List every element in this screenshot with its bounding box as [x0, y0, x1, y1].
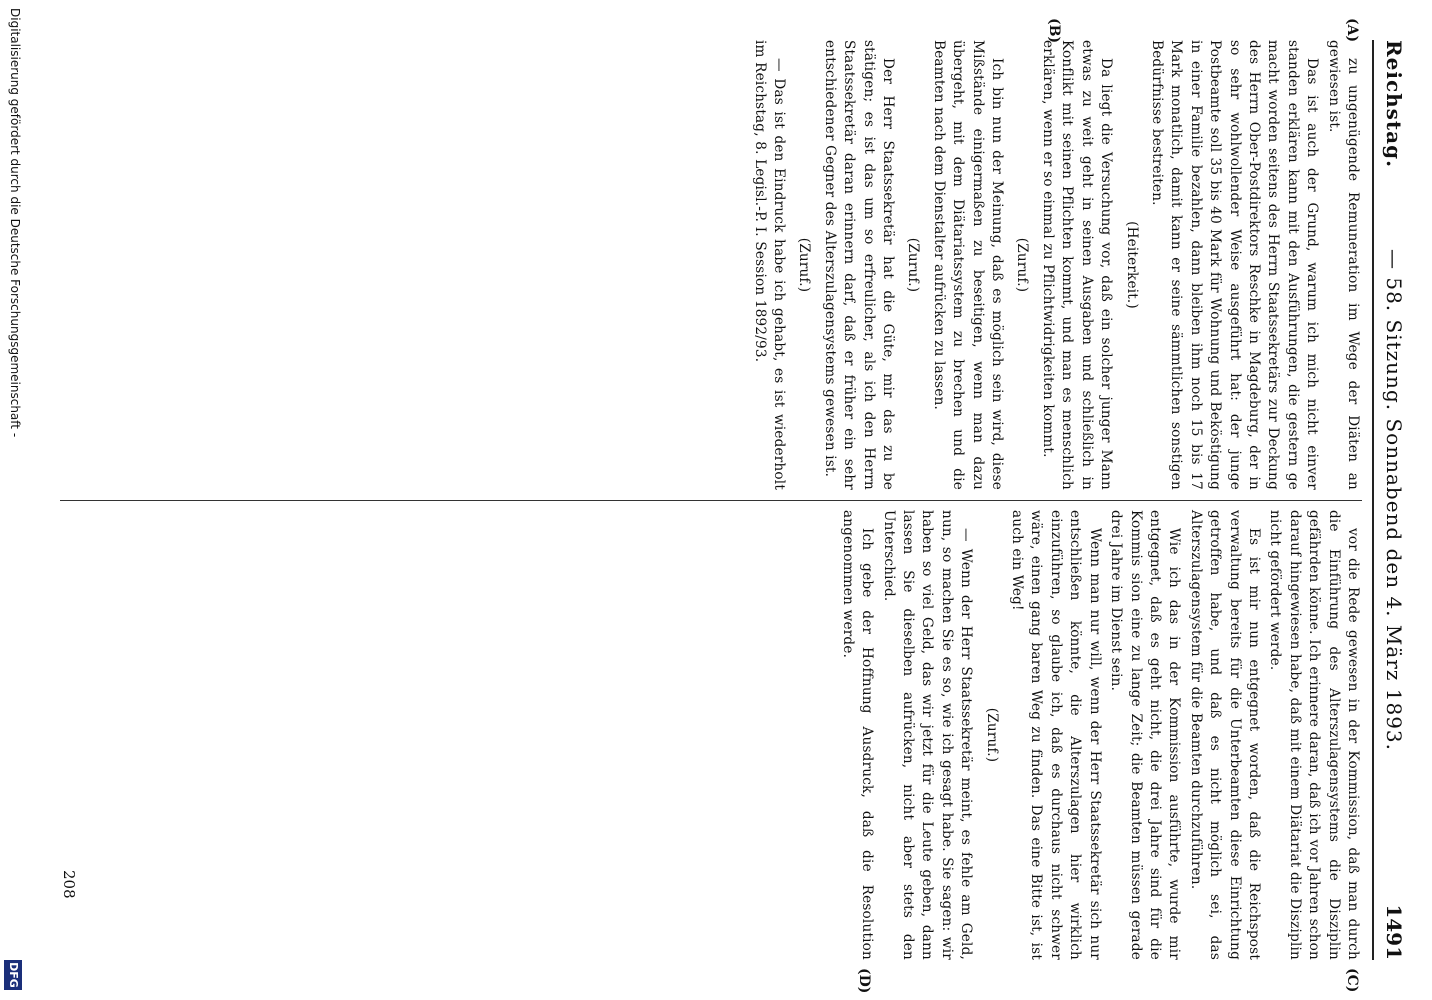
left-column: [40, 40, 1362, 490]
column-divider: [60, 500, 1362, 501]
paragraph: Wie ich das in der Kommission ausführte, wurde mir entgegnet, daß es geht nicht, die drei Jahre sind für die Kommis sion eine zu lange Zeit; die Beamten müssen gerade drei Jahre im Dienst sein.: [1108, 510, 1183, 960]
session-title: — 58. Sitzung. Sonnabend den 4. März 1893.: [1382, 248, 1406, 751]
interjection: (Zuruf.): [796, 237, 813, 293]
paragraph: — Das ist den Eindruck habe ich gehabt, es ist wiederholt im Reichstag, 8. Legisl.-P. I. Session 1892/93.: [751, 40, 788, 490]
publication-title: Reichstag.: [1382, 40, 1406, 169]
margin-mark-c: (C): [1344, 968, 1360, 993]
margin-mark-b: (B): [1046, 18, 1062, 44]
paragraph: — Wenn der Herr Staatssekretär meint, es fehle am Geld, nun, so machen Sie es so, wie ich gesagt habe. Sie sagen: wir haben so viel Geld, das wir jetzt für die Leute geben, dann lassen Sie dieselben aufrücken, nicht aber stets den Unterschied.: [880, 510, 975, 960]
sheet-number: 208: [60, 870, 78, 899]
interjection: (Heiterkeit.): [1123, 221, 1140, 309]
paragraph: Ich gebe der Hoffnung Ausdruck, daß die Resolution angenommen werde.: [839, 510, 876, 960]
page-header: [1372, 40, 1414, 960]
right-column: [40, 510, 1362, 960]
paragraph: Wenn man nur will, wenn der Herr Staatssekretär sich nur entschließen könnte, die Alterszulagen hier wirklich einzuführen, so glaube ich, daß es durchaus nicht schwer wäre, einen gang baren Weg zu finden. Das eine Bitte ist, ist auch ein Weg!: [1009, 510, 1103, 960]
page-number: 1491: [1382, 904, 1406, 960]
interjection: (Zuruf.): [983, 707, 1000, 763]
margin-mark-d: (D): [856, 968, 872, 994]
paragraph: Der Herr Staatssekretär hat die Güte, mir das zu be stätigen; es ist das um so erfreulicher, als ich den Herrn Staatssekretär daran erinnern darf, daß er früher ein sehr entschiedener Gegner des Alterszulagensystems gewesen ist.: [821, 40, 897, 490]
dfg-logo-icon: DFG: [4, 960, 22, 990]
paragraph: Da liegt die Versuchung vor, daß ein solcher junger Mann etwas zu weit geht in seinen Ausgaben und schließlich in Konflikt mit seinen Pflichten kommt, und man es menschlich erklären, wenn er so einmal zu Pflichtwidrigkeiten kommt.: [1039, 40, 1115, 490]
paragraph: Ich bin nun der Meinung, daß es möglich sein wird, diese Mißstände einigermaßen zu beseitigen, wenn man dazu übergeht, mit dem Diätariatssystem zu brechen und die Beamten nach dem Dienstalter aufrücken zu lassen.: [930, 40, 1006, 490]
paragraph: zu ungenügende Remuneration im Wege der Diäten an gewiesen ist.: [1325, 40, 1361, 490]
margin-mark-a: (A): [1344, 18, 1360, 43]
paragraph: Das ist auch der Grund, warum ich mich nicht einver standen erklären kann mit den Ausführungen, die gestern ge macht worden seitens des Herrn Staatssekretärs zur Deckung des Herrn Ober-Postdirektors Reschke in Magdeburg, der in so sehr wohlwollender Weise ausgeführt hat: der junge Postbeamte soll 35 bis 40 Mark für Wohnung und Beköstigung in einer Familie bezahlen, dann bleiben ihm noch 15 bis 17 Mark monatlich, damit kann er seine sämmtlichen sonstigen Bedürfnisse bestreiten.: [1148, 40, 1321, 490]
paragraph: vor die Rede gewesen in der Kommission, daß man durch die Einführung des Alterszulagensystems die Disziplin gefährden könne. Ich erinnere daran, daß ich vor Jahren schon darauf hingewiesen habe, daß mit einem Diätariat die Disziplin nicht gefördert werde.: [1267, 510, 1361, 960]
interjection: (Zuruf.): [1014, 237, 1031, 293]
interjection: (Zuruf.): [905, 237, 922, 293]
digitization-credit: [0, 0, 30, 1000]
paragraph: Es ist mir nun entgegnet worden, daß die Reichspost verwaltung bereits für die Unterbeamten diese Einrichtung getroffen habe, und daß es nicht möglich sei, das Alterszulagensystem für die Beamten durchzuführen.: [1187, 510, 1262, 960]
credit-text: Digitalisierung gefördert durch die Deutsche Forschungsgemeinschaft -: [8, 8, 22, 438]
